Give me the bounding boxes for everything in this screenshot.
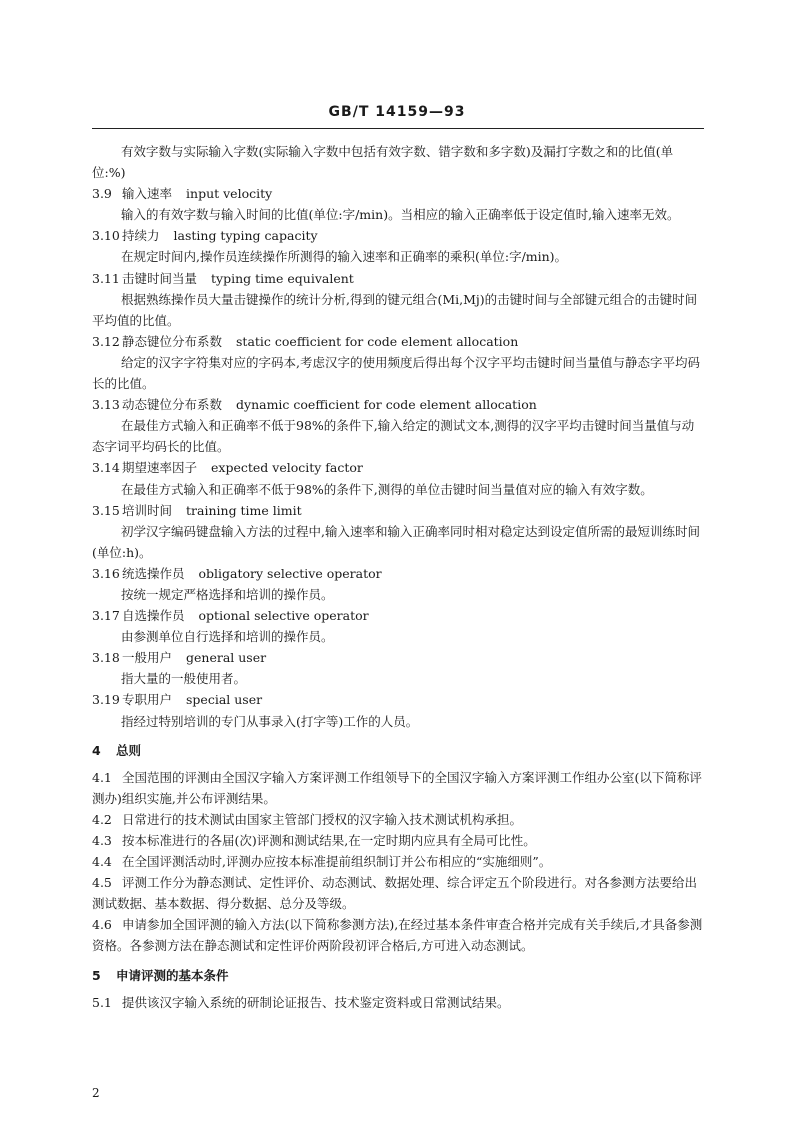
term-heading-3-16 xyxy=(92,563,704,584)
term-number: 3.13 xyxy=(92,397,120,413)
clause-text: 全国范围的评测由全国汉字输入方案评测工作组领导下的全国汉字输入方案评测工作组办公室(以下简称评测办)组织实施,并公布评测结果。 xyxy=(92,769,702,806)
term-definition-3-19: 指经过特别培训的专门从事录入(打字等)工作的人员。 xyxy=(121,713,419,729)
clause-4-6 xyxy=(92,914,704,956)
term-en: expected velocity factor xyxy=(211,460,363,476)
term-zh: 统选操作员 xyxy=(122,565,185,581)
term-zh: 专职用户 xyxy=(122,692,173,708)
term-number: 3.16 xyxy=(92,565,120,581)
clause-text: 提供该汉字输入系统的研制论证报告、技术鉴定资料或日常测试结果。 xyxy=(122,994,510,1010)
term-en: general user xyxy=(186,650,267,666)
term-heading-3-9 xyxy=(92,183,704,204)
term-heading-3-10 xyxy=(92,225,704,246)
term-definition-3-15: 初学汉字编码键盘输入方法的过程中,输入速率和输入正确率同时相对稳定达到设定值所需的最短训练时间(单位:h)。 xyxy=(92,523,700,560)
clause-text: 在全国评测活动时,评测办应按本标准提前组织制订并公布相应的“实施细则”。 xyxy=(122,854,552,870)
term-zh: 自选操作员 xyxy=(122,608,185,624)
clause-4-1 xyxy=(92,767,704,809)
document-body xyxy=(92,141,704,1013)
term-zh: 期望速率因子 xyxy=(122,460,198,476)
clause-number: 4.6 xyxy=(92,917,112,933)
term-definition-3-16: 按统一规定严格选择和培训的操作员。 xyxy=(121,586,334,602)
term-definition-3-18: 指大量的一般使用者。 xyxy=(121,671,247,687)
term-definition-3-13: 在最佳方式输入和正确率不低于98%的条件下,输入给定的测试文本,测得的汉字平均击键时间当量值与动态字词平均码长的比值。 xyxy=(92,418,695,455)
term-en: static coefficient for code element allocation xyxy=(236,333,519,349)
term-zh: 击键时间当量 xyxy=(122,270,198,286)
term-number: 3.15 xyxy=(92,502,120,518)
clause-number: 4.3 xyxy=(92,833,112,848)
term-heading-3-15 xyxy=(92,500,704,521)
term-zh: 培训时间 xyxy=(122,502,173,518)
term-definition-3-10: 在规定时间内,操作员连续操作所测得的输入速率和正确率的乘积(单位:字/min)。 xyxy=(121,249,568,265)
header-rule xyxy=(92,128,704,129)
clause-4-2 xyxy=(92,809,704,830)
term-number: 3.18 xyxy=(92,650,120,666)
term-heading-3-18 xyxy=(92,647,704,668)
clause-5-1 xyxy=(92,992,704,1013)
clause-text: 按本标准进行的各届(次)评测和测试结果,在一定时期内应具有全局可比性。 xyxy=(122,833,536,848)
term-number: 3.17 xyxy=(92,608,120,624)
term-number: 3.11 xyxy=(92,270,120,286)
clause-number: 4.1 xyxy=(92,769,112,785)
standard-code-header: GB/T 14159—93 xyxy=(328,104,466,120)
term-en: lasting typing capacity xyxy=(173,228,318,244)
term-en: typing time equivalent xyxy=(211,270,354,286)
term-zh: 一般用户 xyxy=(122,650,173,666)
section-title: 申请评测的基本条件 xyxy=(116,967,229,983)
term-number: 3.19 xyxy=(92,692,120,708)
section-number: 5 xyxy=(92,967,101,983)
clause-number: 4.5 xyxy=(92,875,112,891)
clause-4-3 xyxy=(92,830,704,851)
clause-text: 申请参加全国评测的输入方法(以下简称参测方法),在经过基本条件审查合格并完成有关手续后,才具备参测资格。各参测方法在静态测试和定性评价两阶段初评合格后,方可进入动态测试。 xyxy=(92,917,703,954)
term-number: 3.12 xyxy=(92,333,120,349)
term-en: optional selective operator xyxy=(198,608,369,624)
section-number: 4 xyxy=(92,742,101,758)
section-heading-5 xyxy=(92,965,704,986)
term-heading-3-14 xyxy=(92,457,704,478)
term-definition-3-11: 根据熟练操作员大量击键操作的统计分析,得到的键元组合(Mi,Mj)的击键时间与全部键元组合的击键时间平均值的比值。 xyxy=(92,291,698,328)
term-zh: 动态键位分布系数 xyxy=(122,397,223,413)
clause-text: 日常进行的技术测试由国家主管部门授权的汉字输入技术测试机构承担。 xyxy=(122,811,523,827)
term-zh: 静态键位分布系数 xyxy=(122,333,223,349)
term-heading-3-17 xyxy=(92,605,704,626)
term-definition-3-12: 给定的汉字字符集对应的字码本,考虑汉字的使用频度后得出每个汉字平均击键时间当量值与静态字平均码长的比值。 xyxy=(92,354,700,392)
page-number: 2 xyxy=(92,1086,100,1100)
term-heading-3-12 xyxy=(92,331,704,352)
section-title: 总则 xyxy=(116,742,142,758)
clause-text: 评测工作分为静态测试、定性评价、动态测试、数据处理、综合评定五个阶段进行。对各参测方法要给出测试数据、基本数据、得分数据、总分及等级。 xyxy=(92,875,698,912)
intro-paragraph: 有效字数与实际输入字数(实际输入字数中包括有效字数、错字数和多字数)及漏打字数之和的比值(单位:%) xyxy=(92,144,674,181)
term-heading-3-19 xyxy=(92,689,704,710)
clause-4-5 xyxy=(92,872,704,914)
clause-number: 4.2 xyxy=(92,811,112,827)
clause-number: 5.1 xyxy=(92,994,112,1010)
section-heading-4 xyxy=(92,740,704,761)
term-en: dynamic coefficient for code element allocation xyxy=(236,397,537,413)
term-zh: 持续力 xyxy=(122,228,160,244)
term-en: training time limit xyxy=(186,502,302,518)
clause-4-4 xyxy=(92,851,704,872)
term-en: obligatory selective operator xyxy=(198,565,382,581)
term-definition-3-9: 输入的有效字数与输入时间的比值(单位:字/min)。当相应的输入正确率低于设定值时,输入速率无效。 xyxy=(121,207,680,223)
term-number: 3.10 xyxy=(92,228,120,244)
term-number: 3.14 xyxy=(92,460,120,476)
term-heading-3-11 xyxy=(92,268,704,289)
term-definition-3-17: 由参测单位自行选择和培训的操作员。 xyxy=(121,629,334,645)
term-heading-3-13 xyxy=(92,394,704,415)
term-number: 3.9 xyxy=(92,186,112,202)
clause-number: 4.4 xyxy=(92,854,112,870)
term-en: input velocity xyxy=(186,186,273,202)
term-definition-3-14: 在最佳方式输入和正确率不低于98%的条件下,测得的单位击键时间当量值对应的输入有效字数。 xyxy=(121,481,653,497)
term-en: special user xyxy=(186,692,263,708)
term-zh: 输入速率 xyxy=(122,186,173,202)
